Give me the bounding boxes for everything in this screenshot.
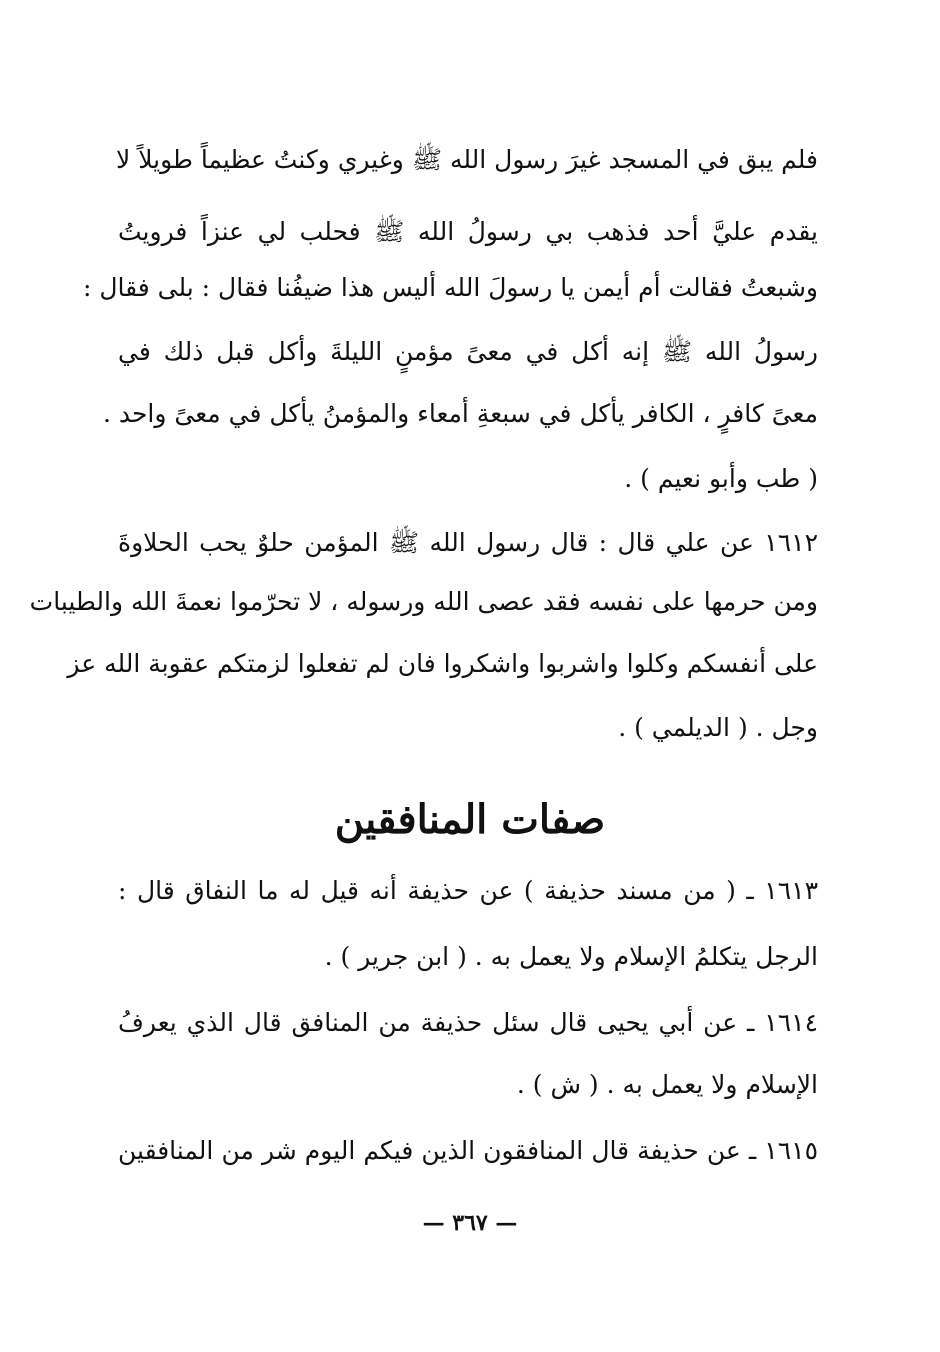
text-line: معىً كافرٍ ، الكافر يأكل في سبعةِ أمعاء والمؤمنُ يأكل في معىً واحد . bbox=[102, 399, 818, 428]
text-line: فلم يبق في المسجد غيرَ رسول الله ﷺ وغيري وكنتُ عظيماً طويلاً لا bbox=[115, 145, 818, 174]
text-line: يقدم عليَّ أحد فذهب بي رسولُ الله ﷺ فحلب لي عنزاً فرويتُ bbox=[118, 217, 818, 246]
text-line: ومن حرمها على نفسه فقد عصى الله ورسوله ، لا تحرّموا نعمةَ الله والطيبات bbox=[29, 587, 818, 616]
text-line: الرجل يتكلمُ الإسلام ولا يعمل به . ( ابن جرير ) . bbox=[324, 942, 818, 971]
text-line: على أنفسكم وكلوا واشربوا واشكروا فان لم تفعلوا لزمتكم عقوبة الله عز bbox=[67, 649, 818, 678]
text-line: الإسلام ولا يعمل به . ( ش ) . bbox=[516, 1070, 818, 1099]
text-line: وشبعتُ فقالت أم أيمن يا رسولَ الله أليس هذا ضيفُنا فقال : بلى فقال : bbox=[82, 273, 818, 302]
hadith-1613-line: ١٦١٣ ـ ( من مسند حذيفة ) عن حذيفة أنه قيل له ما النفاق قال : bbox=[118, 876, 818, 905]
hadith-1612-line: ١٦١٢ عن علي قال : قال رسول الله ﷺ المؤمن حلوٌ يحب الحلاوةَ bbox=[118, 528, 818, 557]
hadith-1614-line: ١٦١٤ ـ عن أبي يحيى قال سئل حذيفة من المنافق قال الذي يعرفُ bbox=[118, 1008, 818, 1037]
text-line: وجل . ( الديلمي ) . bbox=[618, 713, 818, 742]
section-heading: صفات المنافقين bbox=[334, 796, 606, 843]
page-number: — ٣٦٧ — bbox=[422, 1210, 518, 1236]
text-line: رسولُ الله ﷺ إنه أكل في معىً مؤمنٍ الليلةَ وأكل قبل ذلك في bbox=[118, 337, 818, 366]
text-line: ( طب وأبو نعيم ) . bbox=[624, 464, 818, 493]
hadith-1615-line: ١٦١٥ ـ عن حذيفة قال المنافقون الذين فيكم اليوم شر من المنافقين bbox=[118, 1136, 818, 1165]
